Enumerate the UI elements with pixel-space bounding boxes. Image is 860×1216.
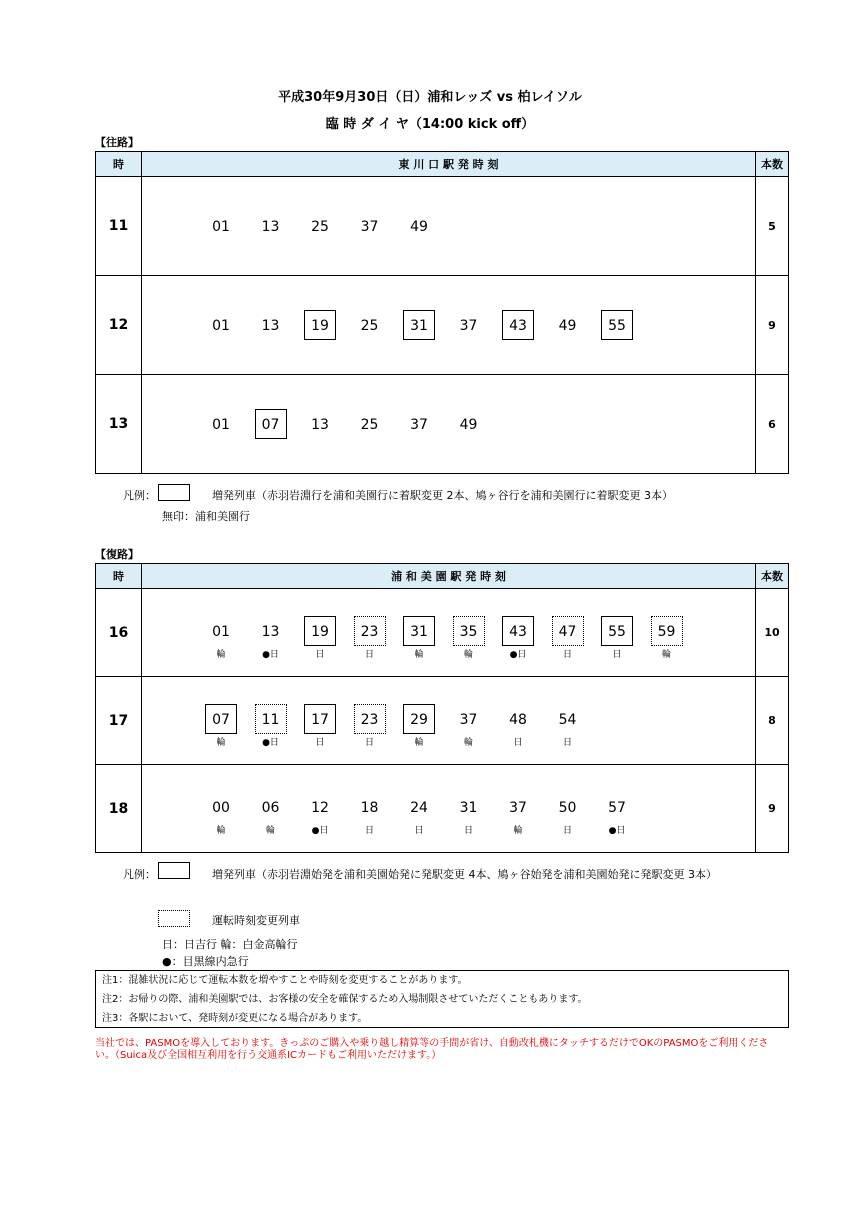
inbound-departure-destination: 日 xyxy=(315,650,325,660)
inbound-row xyxy=(96,677,789,765)
outbound-count-header: 本数 xyxy=(756,152,789,177)
outbound-departure xyxy=(254,409,288,439)
inbound-departure-destination: 輪 xyxy=(661,650,671,660)
outbound-departure xyxy=(402,409,436,439)
inbound-departure xyxy=(600,616,634,661)
inbound-departure-destination: 輪 xyxy=(216,738,226,748)
inbound-departure-minute: 35 xyxy=(453,616,485,646)
outbound-hour-cell: 13 xyxy=(96,375,142,474)
outbound-departure-minute: 13 xyxy=(311,417,329,433)
inbound-departure-destination: 日 xyxy=(414,826,424,836)
inbound-departure xyxy=(501,792,535,837)
inbound-departure xyxy=(254,704,288,749)
inbound-departure xyxy=(402,704,436,749)
outbound-station-header: 東 川 口 駅 発 時 刻 xyxy=(142,152,756,177)
note-2: 注2：お帰りの際、浦和美園駅では、お客様の安全を確保するため入場制限させていただくこともあります。 xyxy=(102,994,588,1005)
inbound-departure-minute: 37 xyxy=(509,800,527,816)
pasmo-notice: 当社では、PASMOを導入しております。きっぷのご購入や乗り越し精算等の手間が省け、自動改札機にタッチするだけでOKのPASMOをご利用ください。（Suica及び全国相互利用を行う交通系ICカードもご利用いただけます。） xyxy=(95,1038,769,1061)
inbound-count-header: 本数 xyxy=(756,564,789,589)
inbound-departure xyxy=(303,792,337,837)
outbound-legend-solid-box xyxy=(158,484,190,501)
inbound-departure xyxy=(303,616,337,661)
outbound-legend-none: 無印：浦和美園行 xyxy=(162,510,250,523)
notes-box xyxy=(95,970,789,1028)
outbound-departure-minute: 01 xyxy=(212,417,230,433)
outbound-minutes-cell xyxy=(142,177,756,276)
outbound-departure-minute: 19 xyxy=(304,310,336,340)
outbound-legend-extra: 増発列車（赤羽岩淵行を浦和美園行に着駅変更 2本、鳩ヶ谷行を浦和美園行に着駅変更 3本） xyxy=(212,489,673,502)
note-1: 注1：混雑状況に応じて運転本数を増やすことや時刻を変更することがあります。 xyxy=(102,975,468,986)
outbound-departure xyxy=(600,310,634,340)
inbound-departure xyxy=(353,616,387,661)
inbound-departure-destination: 輪 xyxy=(463,650,473,660)
outbound-departure-minute: 55 xyxy=(601,310,633,340)
outbound-hour-header: 時 xyxy=(96,152,142,177)
inbound-departure-minute: 19 xyxy=(304,616,336,646)
inbound-departure xyxy=(650,616,684,661)
inbound-departure-destination: ●日 xyxy=(509,650,527,660)
outbound-label: 【往路】 xyxy=(95,136,139,149)
outbound-departure-minute: 25 xyxy=(311,219,329,235)
outbound-departure xyxy=(353,211,387,241)
inbound-departure xyxy=(452,704,486,749)
outbound-departure xyxy=(452,310,486,340)
inbound-hour-cell: 17 xyxy=(96,677,142,765)
outbound-departure xyxy=(353,409,387,439)
inbound-departure-minute: 23 xyxy=(354,704,386,734)
inbound-departure xyxy=(204,792,238,837)
inbound-departure xyxy=(551,616,585,661)
inbound-departure-minute: 23 xyxy=(354,616,386,646)
inbound-hour-cell: 16 xyxy=(96,589,142,677)
outbound-departure-minute: 13 xyxy=(261,318,280,334)
page-subtitle: 臨 時 ダ イ ヤ（14:00 kick off） xyxy=(325,117,535,132)
outbound-hour-cell: 11 xyxy=(96,177,142,276)
inbound-departure-destination: 日 xyxy=(364,826,374,836)
inbound-departure-minute: 31 xyxy=(403,616,435,646)
inbound-departure-destination: 輪 xyxy=(414,650,424,660)
inbound-departure-minute: 29 xyxy=(403,704,435,734)
note-3: 注3：各駅において、発時刻が変更になる場合があります。 xyxy=(102,1013,368,1024)
inbound-departure xyxy=(551,704,585,749)
inbound-departure-destination: 日 xyxy=(612,650,622,660)
outbound-departure xyxy=(303,310,337,340)
inbound-hour-header: 時 xyxy=(96,564,142,589)
inbound-legend-express: ●：目黒線内急行 xyxy=(162,955,249,968)
inbound-departure-destination: 日 xyxy=(562,650,572,660)
inbound-departure xyxy=(204,704,238,749)
inbound-legend-label: 凡例： xyxy=(123,868,156,881)
outbound-departure-minute: 37 xyxy=(360,219,379,235)
outbound-count-cell: 5 xyxy=(756,177,789,276)
inbound-departure xyxy=(402,616,436,661)
outbound-departure xyxy=(452,409,486,439)
inbound-count-cell: 8 xyxy=(756,677,789,765)
outbound-departure-minute: 49 xyxy=(558,318,577,334)
inbound-departure-minute: 01 xyxy=(212,624,230,640)
inbound-minutes-cell xyxy=(142,765,756,853)
inbound-minutes-cell xyxy=(142,589,756,677)
inbound-label: 【復路】 xyxy=(95,548,139,561)
inbound-departure-destination: 日 xyxy=(562,738,572,748)
outbound-departure-minute: 49 xyxy=(410,219,428,235)
inbound-departure-destination: 輪 xyxy=(216,650,226,660)
inbound-legend-dotted-box xyxy=(158,910,190,927)
inbound-departure-minute: 47 xyxy=(552,616,584,646)
inbound-departure-destination: 日 xyxy=(562,826,572,836)
outbound-departure xyxy=(353,310,387,340)
inbound-departure-minute: 18 xyxy=(360,800,379,816)
outbound-departure xyxy=(254,211,288,241)
outbound-departure-minute: 25 xyxy=(360,417,379,433)
outbound-departure xyxy=(204,310,238,340)
outbound-count-cell: 9 xyxy=(756,276,789,375)
inbound-departure-minute: 17 xyxy=(304,704,336,734)
inbound-departure-minute: 57 xyxy=(608,800,626,816)
inbound-departure xyxy=(551,792,585,837)
outbound-minutes-cell xyxy=(142,276,756,375)
inbound-departure-destination: 輪 xyxy=(216,826,226,836)
outbound-departure xyxy=(303,211,337,241)
outbound-departure-minute: 37 xyxy=(410,417,428,433)
inbound-row xyxy=(96,589,789,677)
outbound-departure-minute: 01 xyxy=(212,318,230,334)
inbound-departure-destination: 輪 xyxy=(414,738,424,748)
inbound-departure xyxy=(204,616,238,661)
inbound-departure-minute: 06 xyxy=(261,800,280,816)
inbound-departure-destination: 日 xyxy=(315,738,325,748)
inbound-departure-destination: 日 xyxy=(463,826,473,836)
inbound-departure-destination: 輪 xyxy=(265,826,275,836)
inbound-departure-minute: 59 xyxy=(651,616,683,646)
outbound-departure-minute: 25 xyxy=(360,318,379,334)
inbound-departure-destination: 日 xyxy=(364,738,374,748)
outbound-departure xyxy=(551,310,585,340)
inbound-minutes-cell xyxy=(142,677,756,765)
outbound-departure xyxy=(402,310,436,340)
outbound-row xyxy=(96,375,789,474)
outbound-departure xyxy=(303,409,337,439)
outbound-legend-label: 凡例： xyxy=(123,489,156,502)
outbound-row xyxy=(96,177,789,276)
outbound-departure-minute: 31 xyxy=(403,310,435,340)
inbound-departure-destination: 輪 xyxy=(513,826,523,836)
inbound-legend-dest: 日：日吉行 輪：白金高輪行 xyxy=(162,938,298,951)
outbound-timetable xyxy=(95,151,789,474)
inbound-departure-minute: 07 xyxy=(205,704,237,734)
inbound-legend-solid-box xyxy=(158,862,190,879)
inbound-departure-minute: 12 xyxy=(311,800,329,816)
inbound-departure-minute: 54 xyxy=(558,712,577,728)
inbound-departure xyxy=(254,792,288,837)
inbound-departure xyxy=(501,704,535,749)
inbound-departure-minute: 13 xyxy=(261,624,280,640)
inbound-departure xyxy=(452,616,486,661)
inbound-departure xyxy=(600,792,634,837)
inbound-departure xyxy=(353,704,387,749)
outbound-departure-minute: 49 xyxy=(459,417,478,433)
inbound-legend-changed: 運転時刻変更列車 xyxy=(212,914,300,927)
inbound-departure xyxy=(353,792,387,837)
outbound-departure xyxy=(204,409,238,439)
inbound-departure-minute: 50 xyxy=(558,800,577,816)
outbound-count-cell: 6 xyxy=(756,375,789,474)
inbound-departure xyxy=(452,792,486,837)
outbound-row xyxy=(96,276,789,375)
outbound-departure-minute: 07 xyxy=(255,409,287,439)
inbound-departure-destination: ●日 xyxy=(262,738,279,748)
inbound-departure-destination: ●日 xyxy=(262,650,279,660)
inbound-departure xyxy=(501,616,535,661)
inbound-departure-minute: 11 xyxy=(255,704,287,734)
inbound-departure-minute: 48 xyxy=(509,712,527,728)
outbound-departure xyxy=(402,211,436,241)
inbound-departure-minute: 55 xyxy=(601,616,633,646)
outbound-departure xyxy=(501,310,535,340)
inbound-departure-minute: 43 xyxy=(502,616,534,646)
inbound-row xyxy=(96,765,789,853)
inbound-timetable xyxy=(95,563,789,853)
inbound-departure-destination: ●日 xyxy=(608,826,626,836)
inbound-departure-destination: 輪 xyxy=(463,738,473,748)
inbound-departure-destination: ●日 xyxy=(311,826,329,836)
inbound-count-cell: 10 xyxy=(756,589,789,677)
inbound-departure xyxy=(303,704,337,749)
inbound-departure-destination: 日 xyxy=(364,650,374,660)
outbound-departure xyxy=(254,310,288,340)
inbound-count-cell: 9 xyxy=(756,765,789,853)
inbound-departure xyxy=(402,792,436,837)
page-title: 平成30年9月30日（日）浦和レッズ vs 柏レイソル xyxy=(278,90,582,105)
inbound-legend-extra: 増発列車（赤羽岩淵始発を浦和美園始発に発駅変更 4本、鳩ヶ谷始発を浦和美園始発に発駅変更 3本） xyxy=(212,868,717,881)
inbound-departure-minute: 31 xyxy=(459,800,478,816)
inbound-departure-destination: 日 xyxy=(513,738,523,748)
outbound-hour-cell: 12 xyxy=(96,276,142,375)
inbound-hour-cell: 18 xyxy=(96,765,142,853)
outbound-departure-minute: 37 xyxy=(459,318,478,334)
outbound-departure-minute: 01 xyxy=(212,219,230,235)
inbound-departure-minute: 00 xyxy=(212,800,230,816)
inbound-departure xyxy=(254,616,288,661)
outbound-departure-minute: 43 xyxy=(502,310,534,340)
outbound-departure-minute: 13 xyxy=(261,219,280,235)
inbound-station-header: 浦 和 美 園 駅 発 時 刻 xyxy=(142,564,756,589)
outbound-departure xyxy=(204,211,238,241)
inbound-departure-minute: 37 xyxy=(459,712,478,728)
inbound-departure-minute: 24 xyxy=(410,800,428,816)
outbound-minutes-cell xyxy=(142,375,756,474)
